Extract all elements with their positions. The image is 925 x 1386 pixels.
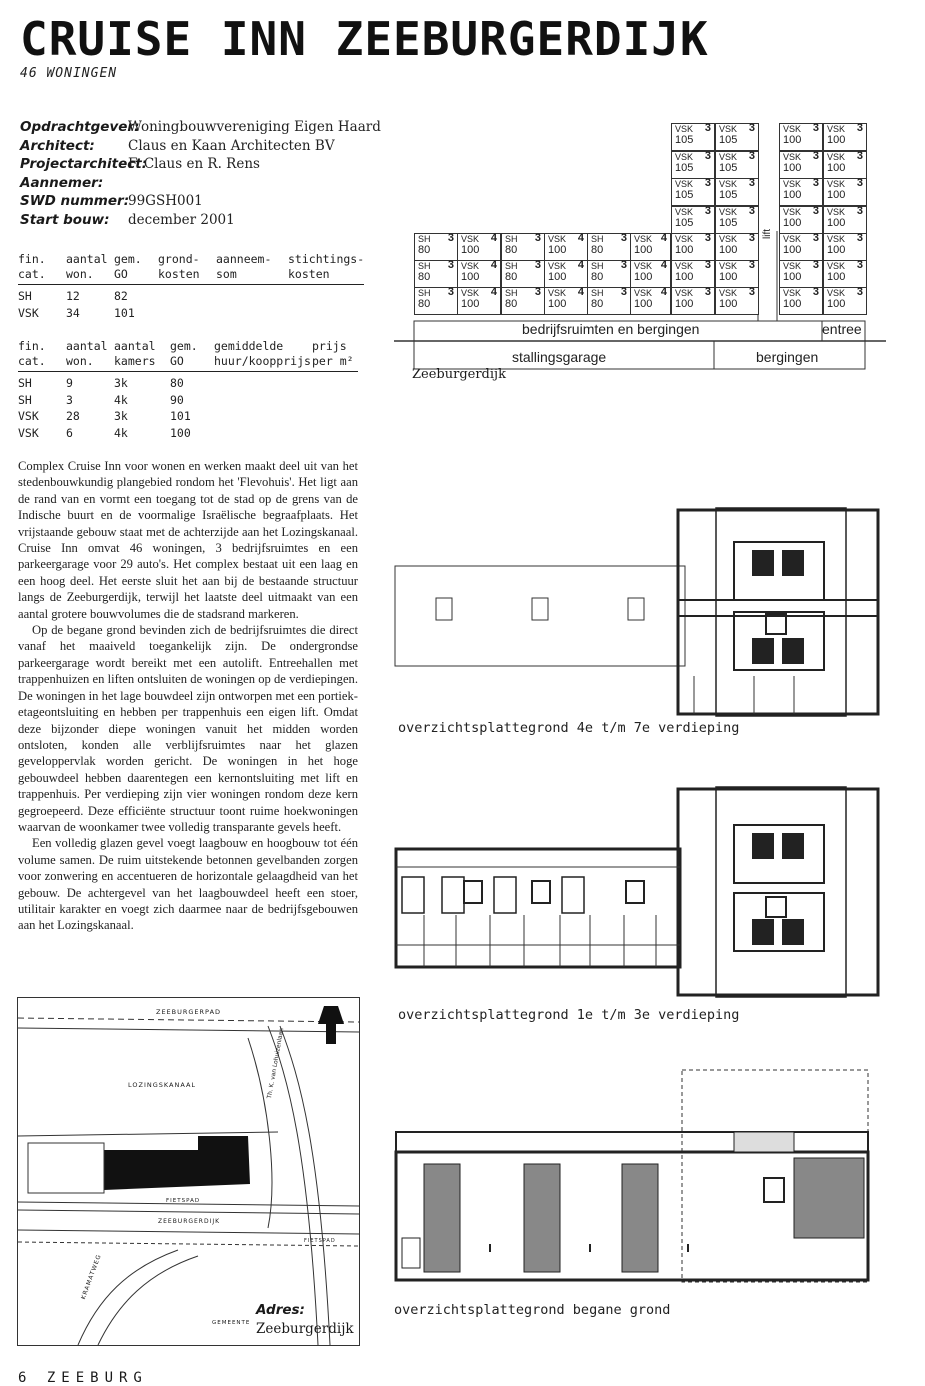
dwelling-unit [715, 151, 759, 179]
dwelling-unit [587, 260, 631, 288]
unit-type: VSK [675, 288, 694, 298]
unit-area: 100 [719, 271, 738, 283]
unit-area: 100 [719, 298, 738, 310]
cost-table [18, 252, 364, 321]
dwelling-unit [823, 178, 867, 206]
table-cell [312, 408, 358, 425]
unit-area: 100 [634, 271, 653, 283]
dwelling-unit [630, 233, 671, 261]
unit-rooms: 3 [704, 177, 711, 189]
dwelling-unit [779, 287, 823, 315]
lift-label: lift [762, 229, 773, 239]
table-row [18, 408, 358, 425]
table-cell [216, 305, 288, 322]
unit-rooms: 4 [490, 232, 497, 244]
unit-rooms: 3 [812, 286, 819, 298]
unit-rooms: 4 [660, 286, 667, 298]
unit-rooms: 3 [748, 122, 755, 134]
unit-type: SH [505, 288, 518, 298]
unit-rooms: 3 [620, 232, 627, 244]
unit-rooms: 3 [704, 259, 711, 271]
table-cell: 3k [114, 376, 128, 390]
meta-key: SWD nummer: [20, 193, 130, 209]
unit-area: 100 [461, 298, 480, 310]
unit-type: VSK [719, 151, 738, 162]
bergingen-label: bergingen [756, 349, 819, 365]
unit-area: 80 [591, 244, 604, 256]
table-header: aanneem- som [216, 252, 288, 285]
table-cell: VSK [18, 409, 39, 423]
meta-value: Claus en Kaan Architecten BV [128, 137, 335, 154]
table-header: aantal won. [66, 339, 114, 372]
unit-type: VSK [783, 124, 802, 134]
unit-rooms: 3 [856, 122, 863, 134]
floorplan-ground [394, 1068, 894, 1288]
unit-type: VSK [675, 151, 694, 162]
unit-rooms: 3 [856, 259, 863, 271]
table-cell: SH [18, 376, 32, 390]
unit-type: VSK [719, 124, 738, 134]
floorplan-ground-caption: overzichtsplattegrond begane grond [394, 1302, 671, 1318]
unit-area: 100 [827, 161, 846, 174]
unit-area: 100 [675, 244, 694, 256]
unit-area: 100 [783, 161, 802, 174]
table-header: fin. cat. [18, 339, 66, 372]
map-label-lozingskanaal: LOZINGSKANAAL [128, 1081, 197, 1089]
unit-area: 80 [505, 298, 518, 310]
unit-rooms: 3 [447, 286, 454, 298]
meta-value: 99GSH001 [128, 193, 203, 209]
dwelling-unit [671, 206, 715, 234]
dwelling-unit [715, 233, 759, 261]
unit-rooms: 3 [447, 259, 454, 271]
dwelling-unit [544, 287, 588, 315]
unit-type: VSK [783, 261, 802, 271]
unit-type: VSK [783, 179, 802, 189]
table-cell: 12 [66, 289, 80, 303]
unit-type: VSK [461, 261, 480, 271]
table-cell: VSK [18, 425, 39, 440]
unit-rooms: 3 [812, 259, 819, 271]
unit-area: 100 [634, 298, 653, 310]
unit-area: 100 [827, 189, 846, 201]
dwelling-unit [501, 287, 545, 315]
dwelling-unit [671, 123, 715, 151]
page-title: CRUISE INN ZEEBURGERDIJK [20, 12, 709, 66]
unit-type: VSK [634, 288, 653, 298]
unit-rooms: 3 [748, 204, 755, 217]
map-label-kramatweg: KRAMATWEG [80, 1253, 103, 1301]
meta-key: Architect: [20, 137, 95, 154]
table-cell [158, 305, 216, 322]
unit-type: VSK [827, 179, 846, 189]
table-cell [312, 392, 358, 409]
dwelling-unit [779, 233, 823, 261]
dwelling-unit [671, 233, 715, 261]
floorplan-middle-caption: overzichtsplattegrond 1e t/m 3e verdieping [398, 1007, 740, 1023]
table-cell [288, 285, 364, 305]
dwelling-unit [715, 178, 759, 206]
dwelling-unit [544, 233, 588, 261]
unit-rooms: 3 [812, 204, 819, 217]
unit-type: VSK [461, 234, 480, 244]
table-row [18, 285, 364, 305]
unit-rooms: 4 [490, 286, 497, 298]
unit-type: VSK [461, 288, 480, 298]
dwelling-unit [587, 287, 631, 315]
unit-type: VSK [827, 261, 846, 271]
table-cell: 101 [170, 409, 191, 423]
unit-area: 80 [418, 244, 431, 256]
unit-type: VSK [634, 234, 653, 244]
unit-type: VSK [827, 206, 846, 217]
unit-area: 105 [675, 189, 694, 201]
unit-area: 100 [634, 244, 653, 256]
unit-rooms: 3 [704, 286, 711, 298]
floorplan-upper [394, 506, 894, 718]
dwelling-unit [414, 260, 458, 288]
dwelling-unit [630, 260, 671, 288]
dwelling-unit [823, 233, 867, 261]
page-footer: 6 ZEEBURG [18, 1370, 148, 1386]
meta-value: F. Claus en R. Rens [128, 156, 260, 172]
table-cell: 3k [114, 409, 128, 423]
unit-rooms: 3 [704, 232, 711, 244]
table-cell [312, 372, 358, 392]
price-table [18, 339, 358, 441]
dwelling-unit [671, 178, 715, 206]
body-text [18, 458, 358, 934]
table-cell: VSK [18, 305, 39, 320]
unit-rooms: 3 [704, 149, 711, 162]
table-cell [216, 285, 288, 305]
unit-area: 100 [783, 244, 802, 256]
unit-area: 105 [675, 134, 694, 146]
unit-type: VSK [783, 234, 802, 244]
unit-area: 105 [675, 161, 694, 174]
dwelling-unit [779, 260, 823, 288]
meta-row [20, 174, 381, 193]
dwelling-unit [823, 123, 867, 151]
table-header: stichtings- kosten [288, 252, 364, 285]
unit-area: 100 [675, 271, 694, 283]
map-label-zeeburgerpad: ZEEBURGERPAD [156, 1008, 222, 1016]
unit-type: SH [418, 234, 431, 244]
unit-area: 100 [827, 244, 846, 256]
unit-area: 80 [418, 271, 431, 283]
unit-rooms: 3 [447, 232, 454, 244]
unit-area: 100 [827, 216, 846, 229]
table-cell: SH [18, 289, 32, 303]
unit-area: 100 [548, 244, 567, 256]
unit-type: SH [418, 288, 431, 298]
unit-rooms: 3 [812, 177, 819, 189]
table-row [18, 392, 358, 409]
table-header: aantal kamers [114, 339, 170, 372]
unit-rooms: 3 [856, 177, 863, 189]
meta-key: Opdrachtgever: [20, 119, 140, 135]
table-cell: 3 [66, 392, 73, 407]
project-meta [20, 118, 381, 229]
unit-rooms: 3 [748, 286, 755, 298]
unit-rooms: 3 [704, 122, 711, 134]
unit-rooms: 3 [812, 122, 819, 134]
unit-area: 100 [719, 244, 738, 256]
unit-type: VSK [548, 261, 567, 271]
unit-type: VSK [827, 151, 846, 162]
table-header: gem. GO [114, 252, 158, 285]
table-cell [158, 285, 216, 305]
unit-area: 100 [461, 271, 480, 283]
unit-type: SH [591, 261, 604, 271]
unit-rooms: 3 [856, 149, 863, 162]
meta-value: december 2001 [128, 211, 235, 228]
map-label-fietspad: FIETSPAD [166, 1198, 201, 1204]
gemeente-label: GEMEENTE [212, 1320, 251, 1326]
unit-type: VSK [827, 234, 846, 244]
unit-rooms: 3 [534, 259, 541, 271]
table-cell: 4k [114, 425, 128, 440]
unit-area: 100 [783, 298, 802, 310]
unit-type: VSK [827, 124, 846, 134]
unit-type: SH [591, 234, 604, 244]
entree-label: entree [822, 321, 862, 337]
unit-area: 100 [827, 271, 846, 283]
unit-area: 80 [418, 298, 431, 310]
unit-area: 100 [783, 189, 802, 201]
unit-rooms: 3 [812, 149, 819, 162]
unit-area: 105 [719, 134, 738, 146]
dwelling-unit [671, 287, 715, 315]
table-row [18, 372, 358, 392]
map-label-lohuizenlaan: Th. K. van Lohuizenlaan [266, 1027, 286, 1100]
meta-row [20, 137, 381, 156]
dwelling-unit [587, 233, 631, 261]
dwelling-unit [823, 260, 867, 288]
dwelling-unit [501, 233, 545, 261]
bedrijf-label: bedrijfsruimten en bergingen [522, 321, 700, 337]
unit-rooms: 4 [660, 259, 667, 271]
unit-type: SH [591, 288, 604, 298]
dwelling-unit [457, 233, 501, 261]
unit-rooms: 3 [534, 286, 541, 298]
unit-rooms: 3 [620, 259, 627, 271]
unit-area: 100 [548, 298, 567, 310]
dwelling-unit [715, 206, 759, 234]
unit-area: 105 [719, 189, 738, 201]
meta-row [20, 192, 381, 211]
address-label: Adres: [256, 1302, 305, 1318]
unit-area: 105 [675, 216, 694, 229]
floorplan-upper-caption: overzichtsplattegrond 4e t/m 7e verdieping [398, 720, 740, 736]
unit-type: VSK [827, 288, 846, 298]
table-header: grond- kosten [158, 252, 216, 285]
unit-rooms: 3 [856, 204, 863, 217]
unit-type: VSK [675, 234, 694, 244]
dwelling-unit [715, 260, 759, 288]
table-cell: 100 [170, 425, 191, 440]
paragraph: Een volledig glazen gevel voegt laagbouw en hoogbouw tot één volume samen. De ruim uitstekende betonnen gevelbanden zorgen voor zonwering en accentueren de horizontale gelaagdheid van het gebouw. De achtergevel van het laagbouwdeel heeft een stoer, utilitair karakter en voegt zich daarmee naar de bedrijfsgebouwen aan het Lozingskanaal. [18, 836, 358, 933]
map-label-fietspad-2: FIETSPAD [304, 1238, 336, 1244]
unit-area: 100 [827, 298, 846, 310]
unit-type: VSK [783, 206, 802, 217]
table-cell: 82 [114, 289, 128, 303]
unit-rooms: 3 [620, 286, 627, 298]
dwelling-unit [823, 287, 867, 315]
table-cell: 80 [170, 376, 184, 390]
unit-type: VSK [719, 179, 738, 189]
table-cell [312, 425, 358, 442]
unit-area: 80 [591, 271, 604, 283]
address-value: Zeeburgerdijk [256, 1321, 354, 1337]
table-cell [214, 392, 312, 409]
table-header: fin. cat. [18, 252, 66, 285]
table-cell [214, 372, 312, 392]
dwelling-unit [779, 206, 823, 234]
unit-type: SH [418, 261, 431, 271]
unit-type: VSK [719, 234, 738, 244]
paragraph: Complex Cruise Inn voor wonen en werken maakt deel uit van het stedenbouwkundig plangebied rondom het 'Flevohuis'. Het ligt aan de rand van en vormt een toegang tot de stad op de grens van de Indische buurt en de voormalige Israëlische begraafplaats. Het vrijstaande gebouw staat met de achterzijde aan het Lozingskanaal. Cruise Inn omvat 46 woningen, 3 bedrijfsruimtes en een parkeergarage voor 29 auto's. Het complex bestaat uit een laag en een hoog deel. Het eerste sluit het aan bij de bestaande structuur langs de Zeeburgerdijk, terwijl het laatste deel uitmaakt van een aantal grotere bouwvolumes die de stadsrand markeren. [18, 459, 358, 621]
unit-rooms: 4 [577, 232, 584, 244]
unit-rooms: 3 [534, 232, 541, 244]
meta-row [20, 211, 381, 230]
unit-type: VSK [548, 234, 567, 244]
table-cell: 9 [66, 376, 73, 390]
dwelling-unit [715, 123, 759, 151]
unit-type: VSK [719, 206, 738, 217]
dwelling-unit [457, 260, 501, 288]
dwelling-unit [630, 287, 671, 315]
unit-type: VSK [719, 288, 738, 298]
unit-area: 80 [505, 271, 518, 283]
unit-type: VSK [548, 288, 567, 298]
unit-rooms: 4 [490, 259, 497, 271]
dwelling-unit [823, 206, 867, 234]
meta-row [20, 118, 381, 137]
table-header: prijs per m² [312, 339, 358, 372]
meta-key: Start bouw: [20, 211, 110, 228]
section-diagram [394, 121, 896, 381]
unit-rooms: 3 [748, 232, 755, 244]
dwelling-unit [457, 287, 501, 315]
unit-type: VSK [675, 261, 694, 271]
street-label: Zeeburgerdijk [412, 367, 506, 382]
table-row [18, 425, 358, 442]
map-drawing [18, 998, 359, 1345]
table-cell [214, 408, 312, 425]
unit-area: 100 [827, 134, 846, 146]
page-subtitle: 46 WONINGEN [20, 66, 118, 81]
floorplan-middle [394, 785, 894, 1000]
dwelling-unit [779, 178, 823, 206]
unit-area: 80 [591, 298, 604, 310]
meta-value: Woningbouwvereniging Eigen Haard [128, 119, 381, 135]
unit-rooms: 4 [660, 232, 667, 244]
table-header: gem. GO [170, 339, 214, 372]
table-cell [214, 425, 312, 442]
unit-type: VSK [675, 206, 694, 217]
meta-key: Projectarchitect: [20, 156, 148, 172]
dwelling-unit [779, 123, 823, 151]
table-cell: SH [18, 392, 32, 407]
unit-area: 80 [505, 244, 518, 256]
table-header: aantal won. [66, 252, 114, 285]
unit-area: 100 [461, 244, 480, 256]
table-cell: 4k [114, 392, 128, 407]
dwelling-unit [671, 151, 715, 179]
unit-type: VSK [675, 179, 694, 189]
unit-rooms: 3 [748, 177, 755, 189]
unit-area: 100 [783, 271, 802, 283]
unit-area: 100 [783, 134, 802, 146]
unit-rooms: 3 [856, 286, 863, 298]
dwelling-unit [779, 151, 823, 179]
unit-rooms: 4 [577, 259, 584, 271]
dwelling-unit [715, 287, 759, 315]
table-cell: 6 [66, 425, 73, 440]
unit-area: 100 [548, 271, 567, 283]
unit-rooms: 3 [748, 259, 755, 271]
unit-rooms: 3 [704, 204, 711, 217]
table-cell [288, 305, 364, 322]
table-header: gemiddelde huur/koopprijs [214, 339, 312, 372]
unit-rooms: 3 [856, 232, 863, 244]
dwelling-unit [671, 260, 715, 288]
unit-area: 100 [783, 216, 802, 229]
unit-type: VSK [783, 151, 802, 162]
dwelling-unit [823, 151, 867, 179]
dwelling-unit [501, 260, 545, 288]
meta-key: Aannemer: [20, 174, 104, 191]
unit-area: 105 [719, 216, 738, 229]
unit-type: VSK [675, 124, 694, 134]
unit-area: 105 [719, 161, 738, 174]
table-cell: 28 [66, 409, 80, 423]
table-cell: 90 [170, 392, 184, 407]
dwelling-unit [414, 233, 458, 261]
table-cell: 101 [114, 305, 135, 320]
unit-rooms: 3 [748, 149, 755, 162]
unit-rooms: 3 [812, 232, 819, 244]
stalling-label: stallingsgarage [512, 349, 607, 365]
table-cell: 34 [66, 305, 80, 320]
unit-type: SH [505, 234, 518, 244]
dwelling-unit [414, 287, 458, 315]
unit-type: VSK [634, 261, 653, 271]
unit-type: SH [505, 261, 518, 271]
unit-area: 100 [675, 298, 694, 310]
unit-type: VSK [783, 288, 802, 298]
unit-type: VSK [719, 261, 738, 271]
paragraph: Op de begane grond bevinden zich de bedrijfsruimtes die direct vanaf het maaiveld toegankelijk zijn. De ondergrondse parkeergarage wordt bereikt met een autolift. Entreehallen met trappenhuizen en liften ontsluiten de woningen op de verdiepingen. De woningen in het lage bouwdeel zijn ontworpen met een portiek-etageontsluiting en hebben per trappenhuis een eigen lift. Omdat deze bijzonder diepe woningen vanuit het midden worden ontsloten, konden alle verblijfsruimtes naar het glazen geveloppervlak worden gericht. De woningen in het hoge gebouwdeel hebben daarentegen een kernontsluiting met lift en trappenhuis. Per verdieping zijn vier woningen rondom deze kern gegroepeerd. Deze efficiënte structuur toont ruime hoekwoningen waarvan de woonkamer twee volledig transparante gevels heeft. [18, 623, 358, 834]
unit-rooms: 4 [577, 286, 584, 298]
table-row [18, 305, 364, 322]
location-map [17, 997, 360, 1346]
meta-row [20, 155, 381, 174]
dwelling-unit [544, 260, 588, 288]
map-label-zeeburgerdijk: ZEEBURGERDIJK [158, 1218, 221, 1225]
